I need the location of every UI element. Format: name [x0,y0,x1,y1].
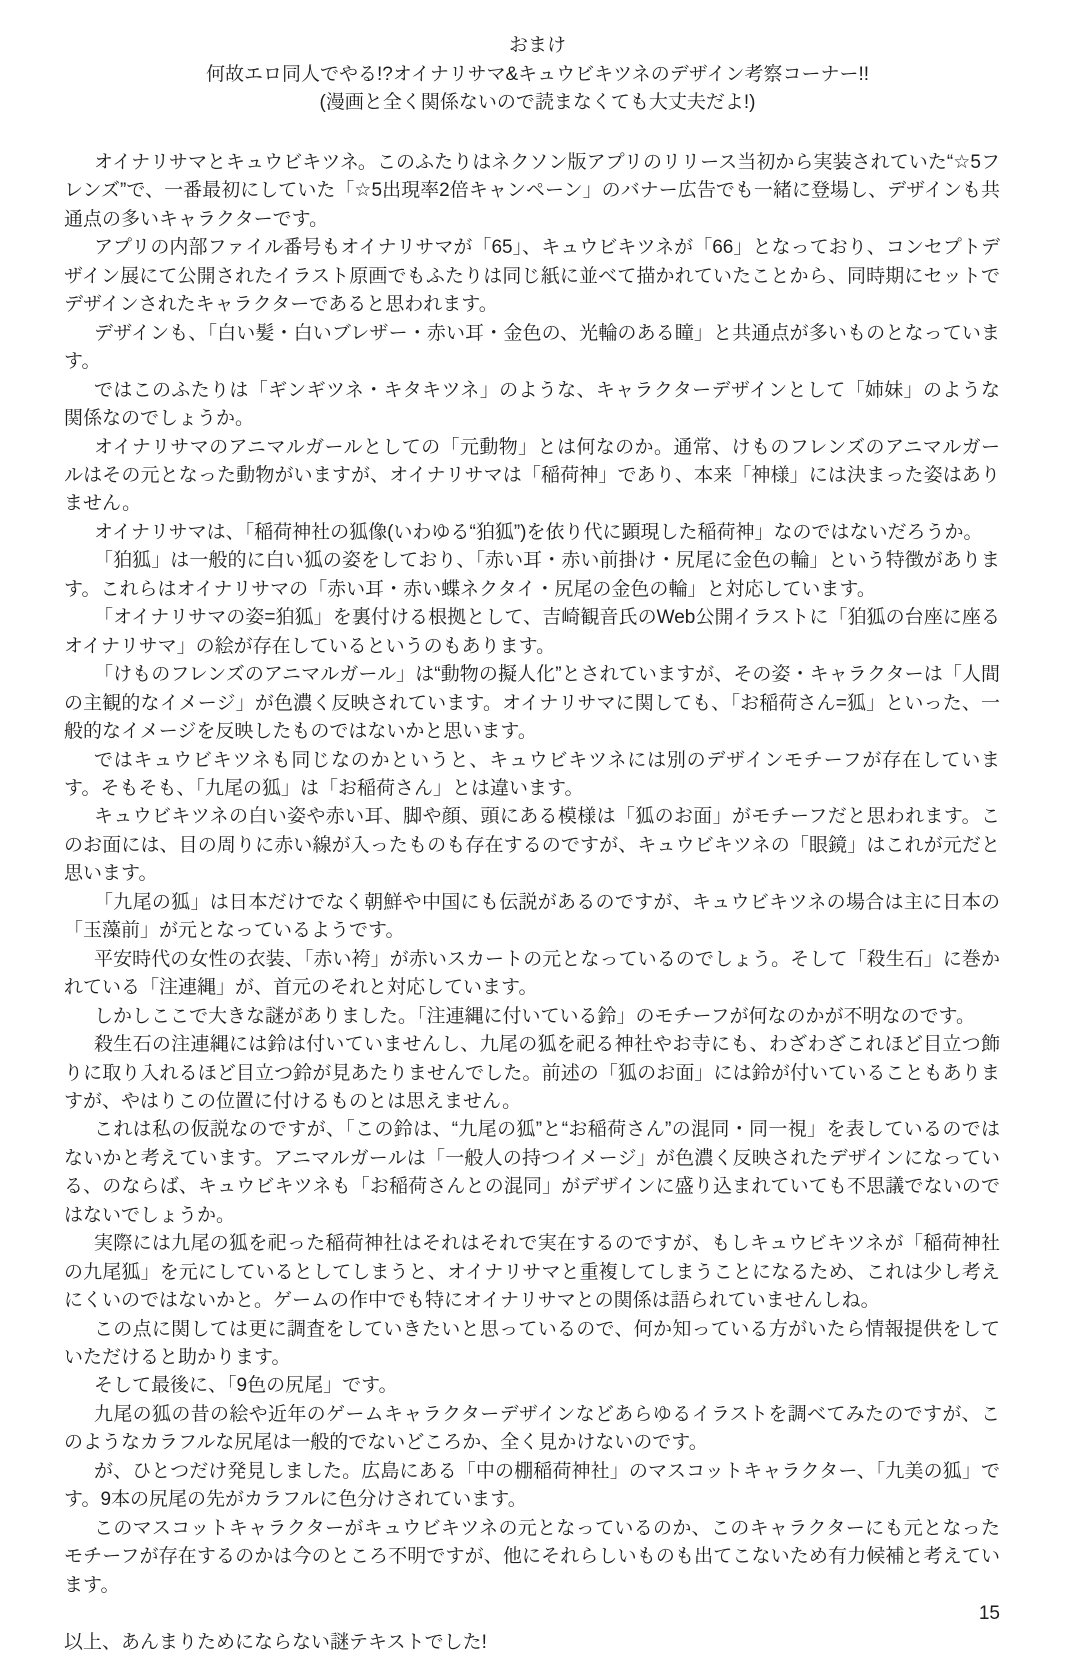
title-omake: おまけ [508,35,566,56]
paragraph: ではこのふたりは「ギンギツネ・キタキツネ」のような、キャラクターデザインとして「姉妹」のような関係なのでしょうか。 [64,379,1000,430]
paragraph: が、ひとつだけ発見しました。広島にある「中の棚稲荷神社」のマスコットキャラクター、「九美の狐」です。9本の尻尾の先がカラフルに色分けされています。 [64,1460,1000,1511]
paragraph: オイナリサマとキュウビキツネ。このふたりはネクソン版アプリのリリース当初から実装されていた“☆5フレンズ”で、一番最初にしていた「☆5出現率2倍キャンペーン」のバナー広告でも一緒に登場し、デザインも共通点の多いキャラクターです。 [64,152,1000,230]
title-main: 何故エロ同人でやる!?オイナリサマ&キュウビキツネのデザイン考察コーナー!! [205,63,870,85]
paragraph: このマスコットキャラクターがキュウビキツネの元となっているのか、このキャラクターにも元となったモチーフが存在するのかは今のところ不明ですが、他にそれらしいものも出てこないため有力候補と考えています。 [64,1517,1000,1596]
document-body [64,149,1000,1657]
paragraph: そして最後に、「9色の尻尾」です。 [94,1375,398,1397]
paragraph: 「狛狐」は一般的に白い狐の姿をしており、「赤い耳・赤い前掛け・尻尾に金色の輪」という特徴があります。これらはオイナリサマの「赤い耳・赤い蝶ネクタイ・尻尾の金色の輪」と対応しています。 [64,550,1000,600]
paragraph: 九尾の狐の昔の絵や近年のゲームキャラクターデザインなどあらゆるイラストを調べてみたのですが、このようなカラフルな尻尾は一般的でないどころか、全く見かけないのです。 [64,1403,1000,1454]
paragraph: キュウビキツネの白い姿や赤い耳、脚や顔、頭にある模様は「狐のお面」がモチーフだと思われます。このお面には、目の周りに赤い線が入ったものも存在するのですが、キュウビキツネの「眼鏡」はこれが元だと思います。 [64,806,1000,885]
page-number: 15 [978,1603,1000,1625]
paragraph: ではキュウビキツネも同じなのかというと、キュウビキツネには別のデザインモチーフが存在しています。そもそも、「九尾の狐」は「お稲荷さん」とは違います。 [64,749,1000,799]
paragraph: 実際には九尾の狐を祀った稲荷神社はそれはそれで実在するのですが、もしキュウビキツネが「稲荷神社の九尾狐」を元にしているとしてしまうと、オイナリサマと重複してしまうことになるため、これは少し考えにくいのではないかと。ゲームの作中でも特にオイナリサマとの関係は語られていませんしね。 [64,1233,1000,1312]
paragraph: これは私の仮説なのですが、「この鈴は、“九尾の狐”と“お稲荷さん”の混同・同一視」を表しているのではないかと考えています。アニマルガールは「一般人の持つイメージ」が色濃く反映されたデザインになっている、のならば、キュウビキツネも「お稲荷さんとの混同」がデザインに盛り込まれていても不思議でないのではないでしょうか。 [64,1119,1000,1226]
paragraph: アプリの内部ファイル番号もオイナリサマが「65」、キュウビキツネが「66」となっており、コンセプトデザイン展にて公開されたイラスト原画でもふたりは同じ紙に並べて描かれていたことから、同時期にセットでデザインされたキャラクターであると思われます。 [64,237,1000,316]
paragraph: しかしここで大きな謎がありました。「注連縄に付いている鈴」のモチーフが何なのかが不明なのです。 [94,1005,976,1027]
paragraph: デザインも、「白い髪・白いブレザー・赤い耳・金色の、光輪のある瞳」と共通点が多いものとなっています。 [64,322,1000,373]
paragraph: 平安時代の女性の衣装、「赤い袴」が赤いスカートの元となっているのでしょう。そして「殺生石」に巻かれている「注連縄」が、首元のそれと対応しています。 [64,948,1000,999]
paragraph: オイナリサマは、「稲荷神社の狐像(いわゆる“狛狐”)を依り代に顕現した稲荷神」なのではないだろうか。 [94,521,983,543]
closing-line: 以上、あんまりためにならない謎テキストでした! [64,1631,487,1653]
paragraph: 殺生石の注連縄には鈴は付いていませんし、九尾の狐を祀る神社やお寺にも、わざわざこれほど目立つ飾りに取り入れるほど目立つ鈴が見あたりませんでした。前述の「狐のお面」には鈴が付いていることもありますが、やはりこの位置に付けるものとは思えません。 [64,1034,1000,1112]
paragraph: この点に関しては更に調査をしていきたいと思っているので、何か知っている方がいたら情報提供をしていただけると助かります。 [64,1318,1000,1369]
paragraph: 「けものフレンズのアニマルガール」は“動物の擬人化”とされていますが、その姿・キャラクターは「人間の主観的なイメージ」が色濃く反映されています。オイナリサマに関しても、「お稲荷さん=狐」といった、一般的なイメージを反映したものではないかと思います。 [64,664,1000,743]
title-note: (漫画と全く関係ないので読まなくても大丈夫だよ!) [319,92,756,113]
paragraph: オイナリサマのアニマルガールとしての「元動物」とは何なのか。通常、けものフレンズのアニマルガールはその元となった動物がいますが、オイナリサマは「稲荷神」であり、本来「神様」には決まった姿はありません。 [64,436,1000,515]
document-header [0,32,1075,118]
paragraph: 「オイナリサマの姿=狛狐」を裏付ける根拠として、吉崎観音氏のWeb公開イラストに「狛狐の台座に座るオイナリサマ」の絵が存在しているというのもあります。 [64,607,1000,657]
paragraph: 「九尾の狐」は日本だけでなく朝鮮や中国にも伝説があるのですが、キュウビキツネの場合は主に日本の「玉藻前」が元となっているようです。 [64,891,1000,942]
